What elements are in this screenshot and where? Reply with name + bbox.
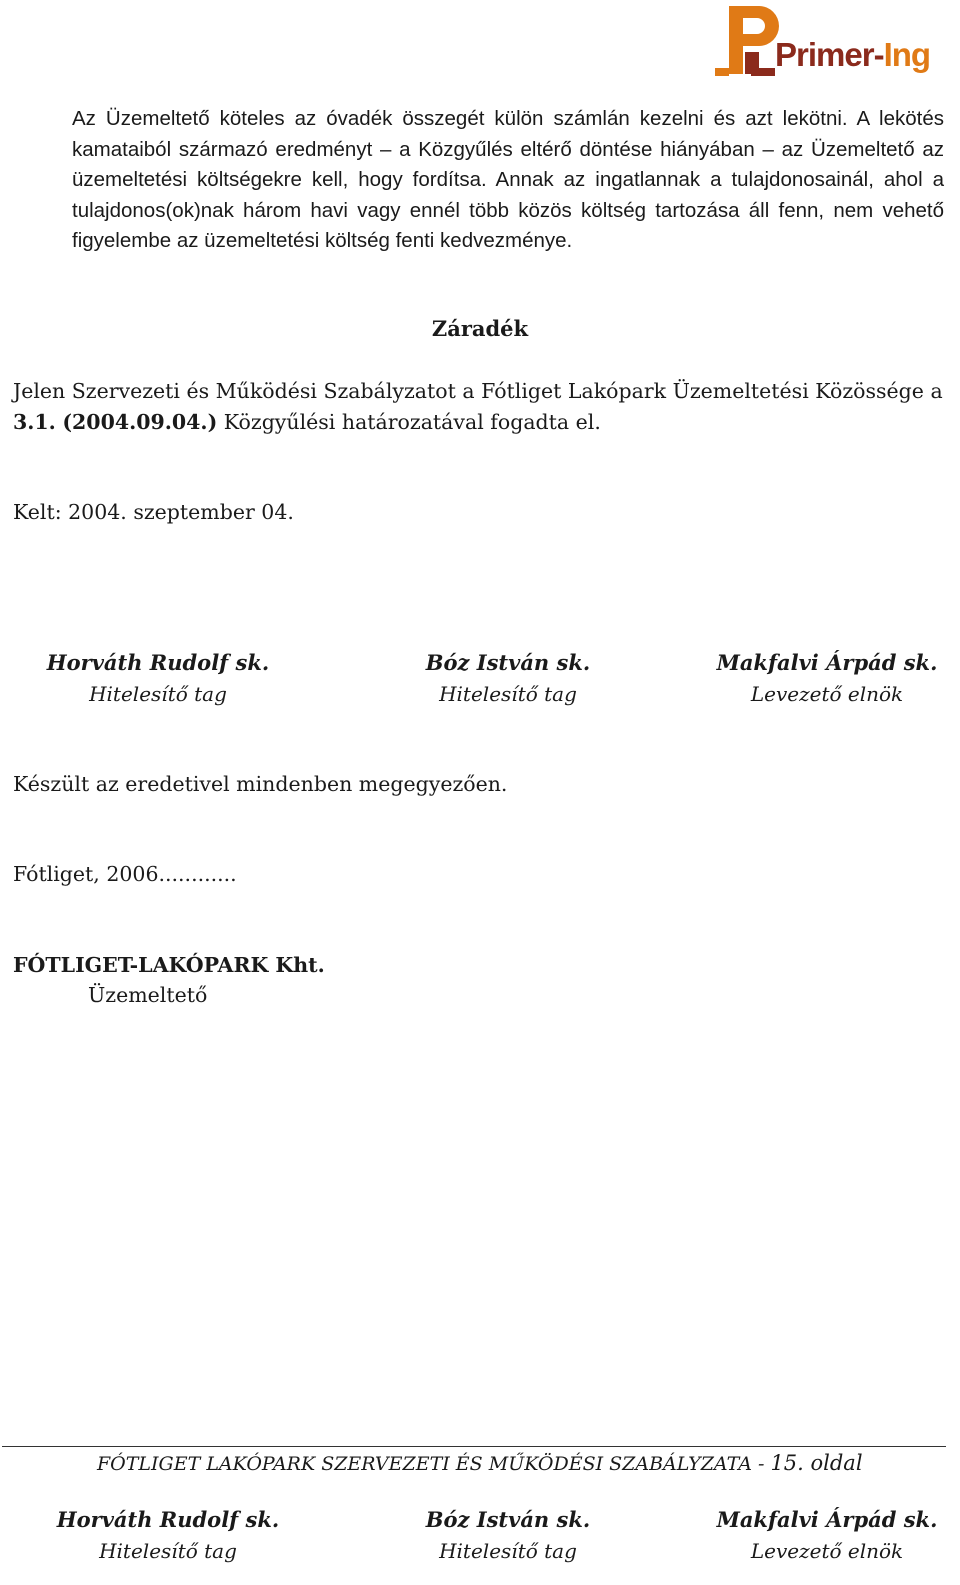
signature-role: Hitelesítő tag — [439, 1538, 577, 1563]
clause-text — [13, 376, 947, 437]
signature-block-1 — [40, 648, 276, 709]
signature-role: Levezető elnök — [750, 681, 904, 706]
logo-text-separator: - — [873, 36, 884, 73]
kelt-date: Kelt: 2004. szeptember 04. — [13, 500, 294, 524]
footer-signature-2 — [396, 1505, 620, 1566]
signature-role: Hitelesítő tag — [439, 681, 577, 706]
footer-signature-1 — [50, 1505, 286, 1566]
signature-name: Horváth Rudolf sk. — [56, 1507, 280, 1532]
signature-role: Hitelesítő tag — [89, 681, 227, 706]
organization-name: FÓTLIGET-LAKÓPARK Kht. — [13, 953, 325, 977]
footer-divider — [2, 1446, 946, 1447]
logo-text-primer: Primer — [775, 36, 874, 73]
signature-name: Makfalvi Árpád sk. — [716, 650, 938, 675]
organization-role: Üzemeltető — [88, 983, 208, 1007]
signature-name: Horváth Rudolf sk. — [46, 650, 270, 675]
footer-signature-3 — [712, 1505, 942, 1566]
signature-name: Makfalvi Árpád sk. — [716, 1507, 938, 1532]
footer-title — [97, 1448, 863, 1479]
footer-page-number: 15. oldal — [770, 1451, 863, 1475]
clause-resolution-date: (2004.09.04.) — [62, 409, 218, 434]
signature-block-3 — [712, 648, 942, 709]
primer-ing-logo — [715, 2, 955, 86]
logo-wordmark — [775, 36, 930, 74]
clause-resolution-number: 3.1. — [13, 409, 56, 434]
signature-name: Bóz István sk. — [425, 650, 591, 675]
clause-post: Közgyűlési határozatával fogadta el. — [217, 409, 601, 434]
footer-document-title: FÓTLIGET LAKÓPARK SZERVEZETI ÉS MŰKÖDÉSI SZABÁLYZATA - — [97, 1453, 771, 1475]
section-heading: Záradék — [431, 316, 529, 341]
signature-block-2 — [396, 648, 620, 709]
place-date: Fótliget, 2006............ — [13, 862, 237, 886]
signature-role: Levezető elnök — [750, 1538, 904, 1563]
logo-text-ing: Ing — [883, 36, 931, 73]
signature-name: Bóz István sk. — [425, 1507, 591, 1532]
copy-note: Készült az eredetivel mindenben megegyezően. — [13, 772, 508, 796]
clause-pre: Jelen Szervezeti és Működési Szabályzatot a Fótliget Lakópark Üzemeltetési Közössége a — [13, 379, 943, 403]
body-paragraph: Az Üzemeltető köteles az óvadék összegét külön számlán kezelni és azt lekötni. A lekötés kamataiból származó eredményt – a Közgyűlés eltérő döntése hiányában – az Üzemeltető az üzemeltetési költségekre kell, hogy fordítsa. Annak az ingatlannak a tulajdonosainál, ahol a tulajdonos(ok)nak három havi vagy ennél több közös költség tartozása áll fenn, nem vehető figyelembe az üzemeltetési költség fenti kedvezménye. — [72, 107, 944, 252]
signature-role: Hitelesítő tag — [99, 1538, 237, 1563]
